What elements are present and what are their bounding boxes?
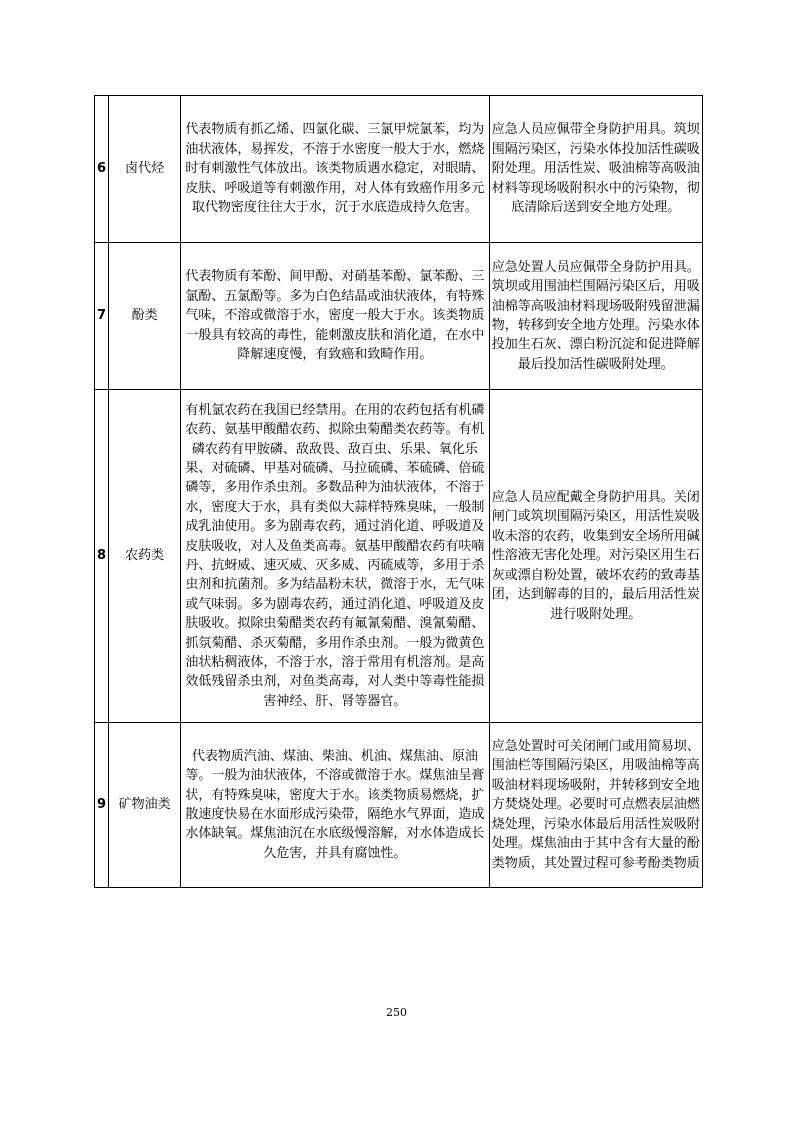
properties-text: 代表物质有苯酚、间甲酚、对硝基苯酚、氯苯酚、三氯酚、五氯酚等。多为白色结晶或油状液体，有特殊气味，不溶或微溶于水，密度一般大于水。该类物质一般具有较高的毒性，能刺激皮肤和消化道，在水中降解速度慢，有致癌和致畸作用。 — [185, 269, 485, 363]
substance-properties — [181, 243, 490, 390]
properties-text: 代表物质汽油、煤油、柴油、机油、煤焦油、原油等。一般为油状液体，不溶或微溶于水。煤焦油呈膏状，有特殊臭味，密度大于水。该类物质易燃烧，扩散速度快易在水面形成污染带，隔绝水气界面，造成水体缺氧。煤焦油沉在水底级慢溶解，对水体造成长久危害，并具有腐蚀性。 — [185, 748, 485, 861]
emergency-response — [489, 390, 702, 723]
response-text: 应急人员应配戴全身防护用具。关闭闸门或筑坝围隔污染区，用活性炭吸收未溶的农药，收集到安全场所用碱性溶液无害化处理。对污染区用生石灰或漂自粉处置，破坏农药的致毒基团，达到解毒的目的，最后用活性炭进行吸附处理。 — [491, 490, 700, 622]
emergency-response — [489, 243, 702, 390]
substance-category: 卤代烃 — [109, 96, 181, 243]
table-row — [95, 96, 703, 243]
response-text: 应急处置时可关闭闸门或用简易坝、围油栏等围隔污染区，用吸油棉等高吸油材料现场吸附，并转移到安全地方焚烧处理。必要时可点燃表层油燃烧处理，污染水体最后用活性炭吸附处理。煤焦油由于其中含有大量的酚类物质，其处置过程可参考酚类物质 — [491, 739, 700, 871]
substance-category: 农药类 — [109, 390, 181, 723]
row-number: 6 — [95, 96, 109, 243]
page-number: 250 — [386, 1006, 407, 1019]
row-number: 7 — [95, 243, 109, 390]
substance-category: 矿物油类 — [109, 723, 181, 888]
substance-properties — [181, 390, 490, 723]
substance-properties — [181, 96, 490, 243]
row-number: 8 — [95, 390, 109, 723]
substance-properties — [181, 723, 490, 888]
response-text: 应急人员应佩带全身防护用具。筑坝围隔污染区，污染水体投加活性碳吸附处理。用活性炭、吸油棉等高吸油材料等现场吸附积水中的污染物，彻底清除后送到安全地方处理。 — [491, 122, 700, 216]
table-row — [95, 243, 703, 390]
emergency-response — [489, 96, 702, 243]
table-row — [95, 390, 703, 723]
properties-text: 有机氯农药在我国已经禁用。在用的农药包括有机磷农药、氨基甲酸醋农药、拟除虫菊醋类农药等。有机磷农药有甲胺磷、敌敌畏、敌百虫、乐果、氧化乐果、对硫磷、甲基对硫磷、马拉硫磷、苯硫磷、倍硫磷等，多用作杀虫剂。多数品种为油状液体，不溶于水，密度大于水，具有类似大蒜样特殊臭味，一般制成乳油使用。多为剧毒农药，通过消化道、呼吸道及皮肤吸收，对人及鱼类高毒。氨基甲酸醋农药有呋喃丹、抗蚜威、速灭威、灭多威、丙硫威等，多用于杀虫剂和抗菌剂。多为结晶粉末状，微溶于水，无气味或气味弱。多为剧毒农药，通过消化道、呼吸道及皮肤吸收。拟除虫菊醋类农药有氟氰菊醋、溴氰菊醋、抓氛菊醋、杀灭菊醋，多用作杀虫剂。一般为微黄色油状粘稠液体，不溶于水，溶于常用有机溶剂。是高效低残留杀虫剂，对鱼类高毒，对人类中等毒性能损害神经、肝、肾等器官。 — [185, 402, 485, 709]
substance-category: 酚类 — [109, 243, 181, 390]
response-text: 应急处置人员应佩带全身防护用具。筑坝或用围油栏围隔污染区后，用吸油棉等高吸油材料现场吸附残留泄漏物，转移到安全地方处理。污染水体投加生石灰、漂白粉沉淀和促进降解最后投加活性碳吸附处理。 — [491, 259, 700, 372]
row-number: 9 — [95, 723, 109, 888]
hazard-table — [94, 95, 703, 888]
table-row — [95, 723, 703, 888]
properties-text: 代表物质有抓乙烯、四氯化碳、三氯甲烷氯苯，均为油状液体，易挥发，不溶于水密度一般大于水，燃烧时有刺激性气体放出。该类物质遇水稳定，对眼睛、皮肤、呼吸道等有刺激作用，对人体有致癌作用多元取代物密度往往大于水，沉于水底造成持久危害。 — [185, 122, 485, 216]
emergency-response — [489, 723, 702, 888]
